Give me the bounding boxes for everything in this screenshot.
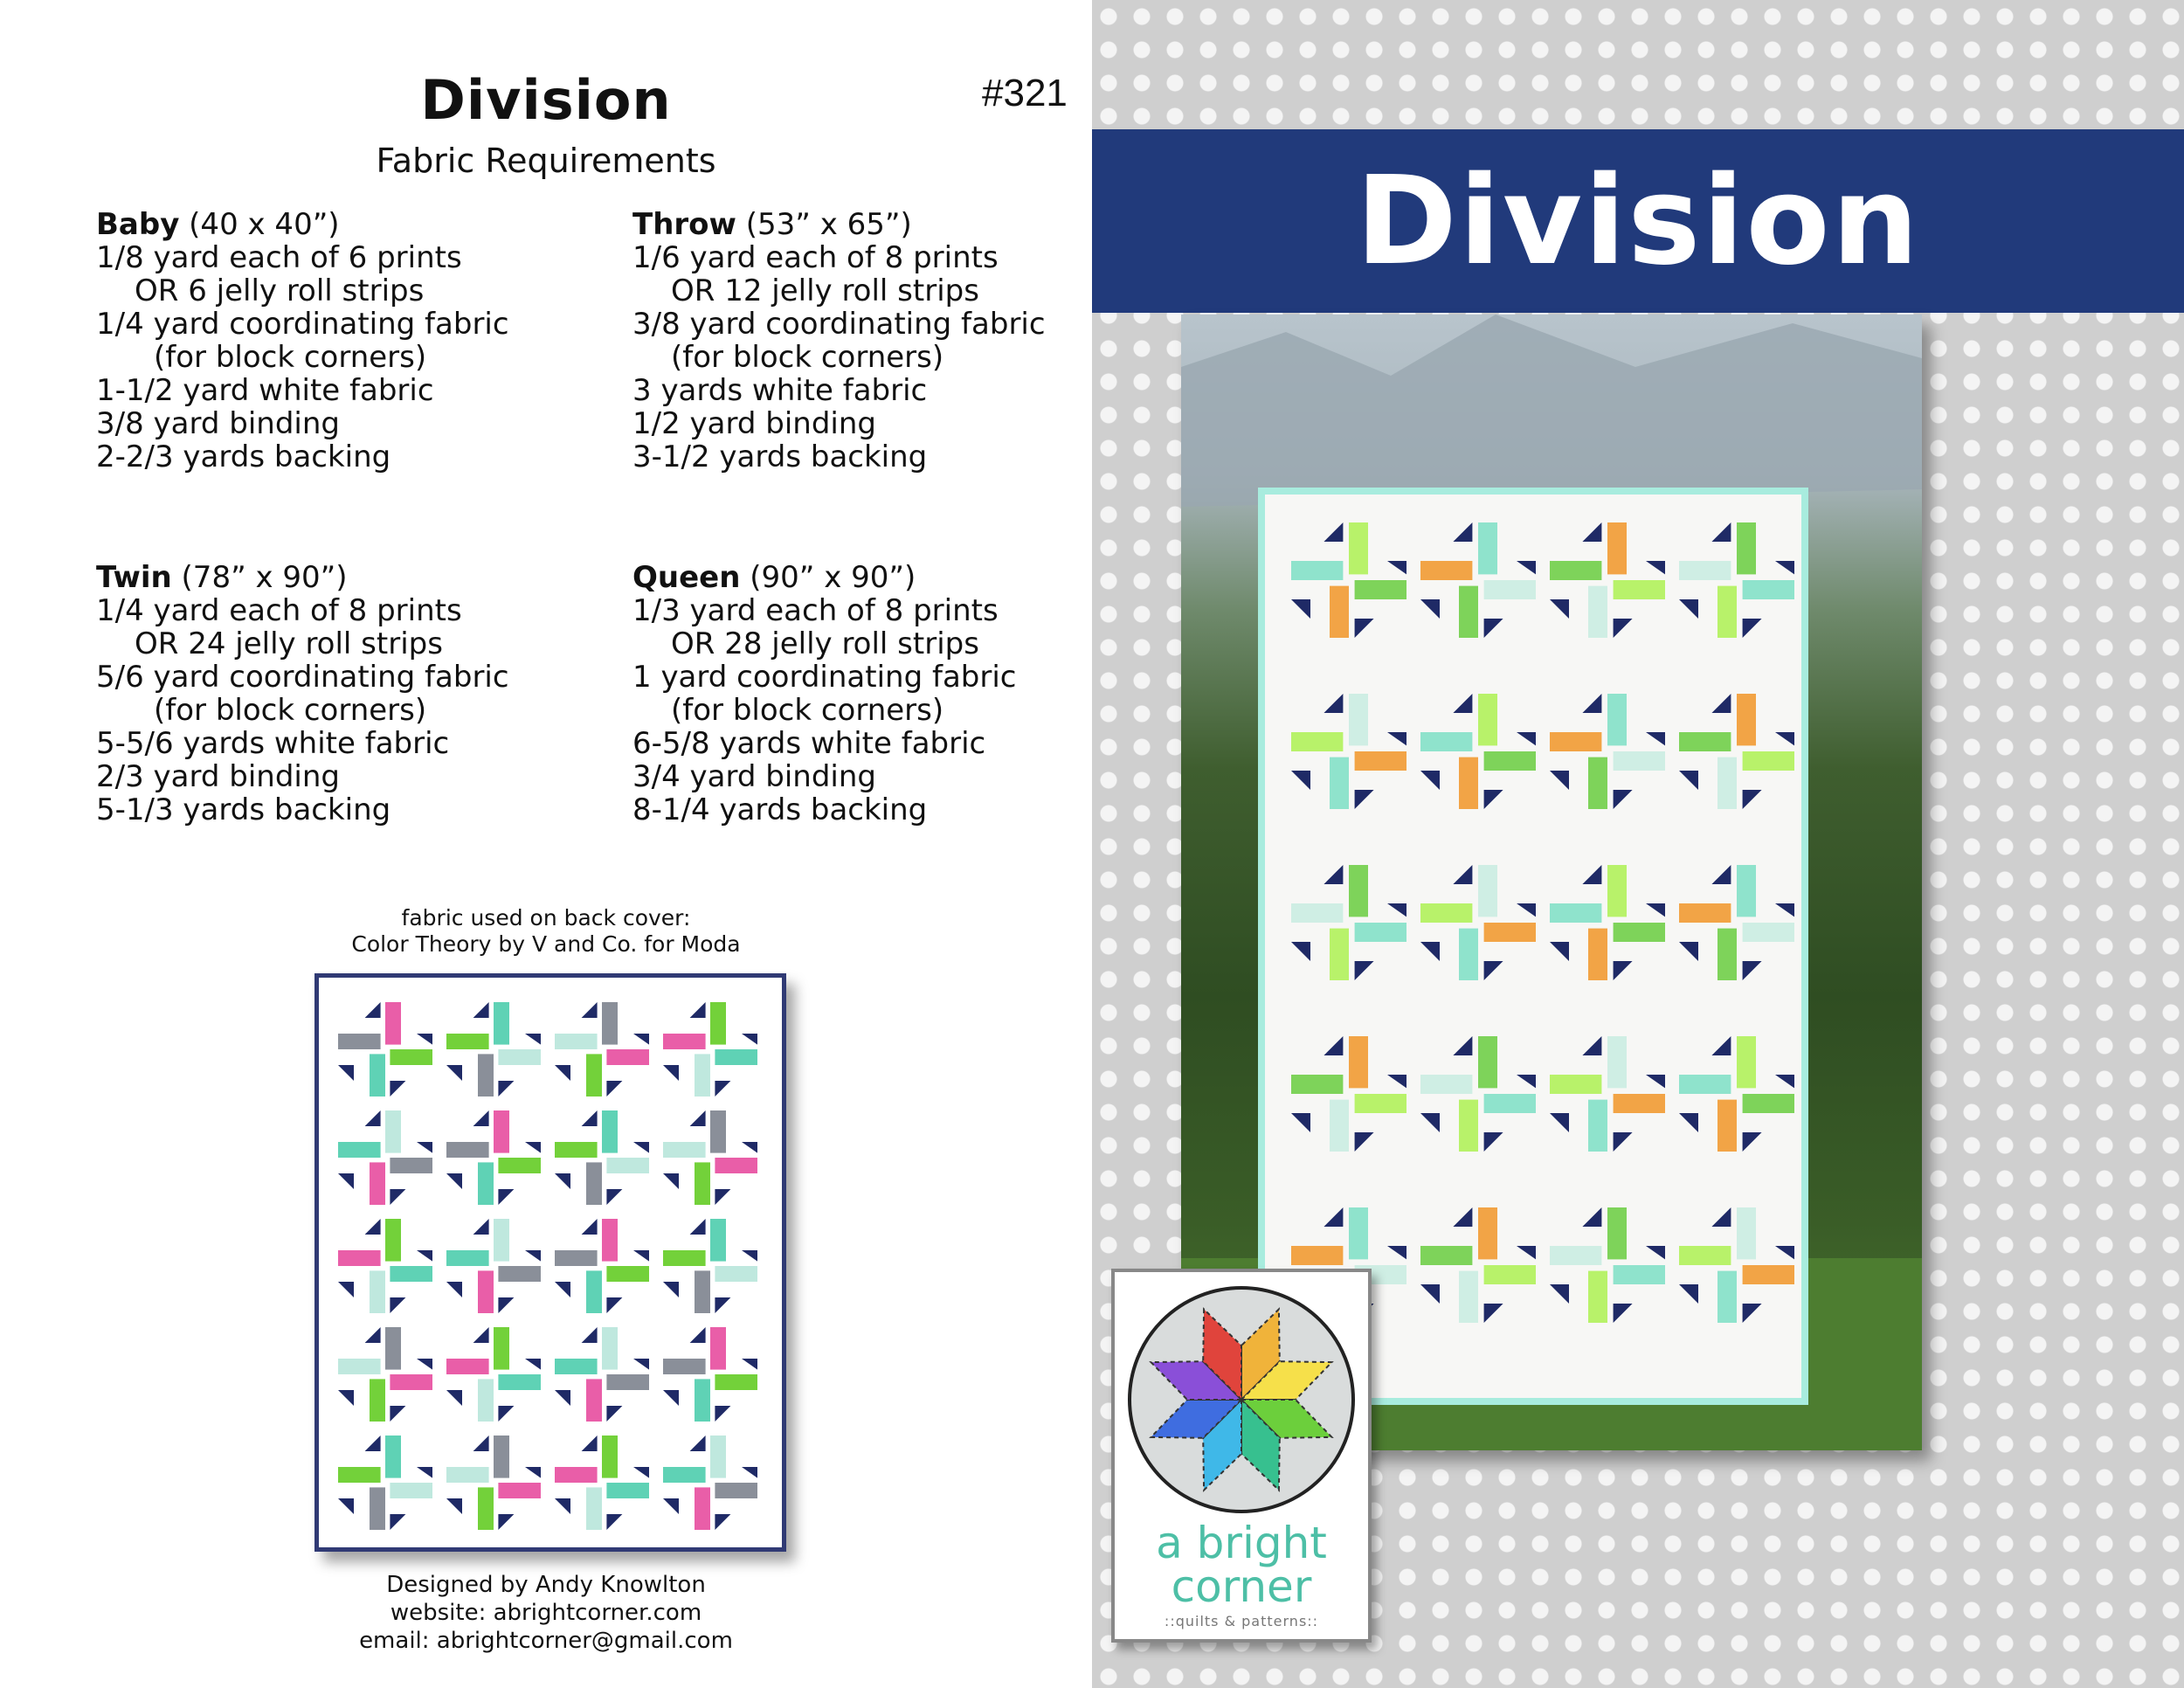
corner-triangle [417,1034,432,1045]
quilt-strip [1484,923,1536,942]
requirement-line: 3/4 yard binding [632,759,876,794]
requirement-line: OR 12 jelly roll strips [671,273,979,308]
quilt-strip [1420,1075,1472,1094]
quilt-strip [1420,1246,1472,1265]
corner-triangle [446,1282,462,1297]
quilt-strip [1291,732,1343,751]
quilt-strip [1355,751,1406,771]
quilt-strip [1550,732,1601,751]
quilt-strip [1607,1036,1627,1088]
corner-triangle [338,1390,354,1406]
requirement-line: 5-5/6 yards white fabric [96,726,450,761]
quilt-strip [385,1110,401,1153]
quilt-strip [1550,1246,1601,1265]
brand-name-line-2: corner [1171,1561,1312,1612]
corner-triangle [606,1297,622,1313]
requirement-line: (for block corners) [154,693,427,728]
size-block-queen [632,561,1122,827]
corner-triangle [690,1110,706,1126]
quilt-strip [1717,758,1737,809]
quilt-strip [1330,929,1349,980]
requirement-line: 6-5/8 yards white fabric [632,726,986,761]
size-block-baby [96,208,585,474]
corner-triangle [715,1514,730,1530]
quilt-strip [446,1359,489,1374]
quilt-strip [710,1327,726,1370]
designer-email: email: abrightcorner@gmail.com [359,1628,733,1654]
corner-triangle [525,1142,541,1153]
quilt-strip [695,1054,710,1097]
corner-triangle [365,1110,381,1126]
quilt-strip [478,1487,494,1530]
quilt-strip [1614,1094,1665,1113]
corner-triangle [715,1406,730,1422]
size-dimensions: (90” x 90”) [740,560,916,595]
pattern-title: Division [420,68,672,132]
quilt-strip [338,1250,381,1266]
quilt-strip [1478,1036,1497,1088]
corner-triangle [582,1327,598,1343]
quilt-strip [1349,865,1368,917]
quilt-strip [663,1034,706,1049]
quilt-strip [1614,923,1665,942]
corner-triangle [555,1498,570,1514]
corner-triangle [365,1002,381,1018]
corner-triangle [715,1297,730,1313]
corner-triangle [690,1327,706,1343]
designer-credits [0,1571,1092,1655]
quilt-strip [1355,580,1406,599]
size-name: Throw [632,207,736,242]
corner-triangle [582,1219,598,1235]
quilt-strip [338,1467,381,1483]
quilt-strip [1737,522,1756,574]
quilt-strip [1588,1271,1607,1323]
quilt-strip [606,1266,649,1282]
quilt-strip [695,1379,710,1422]
quilt-strip [1420,732,1472,751]
brand-tagline: ::quilts & patterns:: [1164,1613,1319,1629]
corner-triangle [633,1142,649,1153]
quilt-strip [1420,561,1472,580]
quilt-strip [1349,522,1368,574]
quilt-strip [1459,758,1478,809]
quilt-strip [606,1049,649,1065]
quilt-strip [1484,1094,1536,1113]
quilt-strip [385,1327,401,1370]
corner-triangle [742,1250,757,1262]
quilt-strip [1291,1246,1343,1265]
quilt-strip [1355,923,1406,942]
corner-triangle [742,1359,757,1370]
quilt-strip [1717,586,1737,638]
corner-triangle [390,1189,405,1205]
quilt-strip [1349,1036,1368,1088]
quilt-strip [498,1158,541,1173]
size-name: Baby [96,207,180,242]
corner-triangle [417,1467,432,1478]
quilt-strip [1588,758,1607,809]
quilt-strip [1459,1100,1478,1152]
corner-triangle [606,1189,622,1205]
corner-triangle [633,1359,649,1370]
quilt-strip [695,1270,710,1313]
corner-triangle [473,1110,489,1126]
corner-triangle [446,1065,462,1081]
requirement-line: 3/8 yard binding [96,406,340,441]
quilt-strip [1743,1265,1794,1284]
quilt-strip [602,1110,618,1153]
quilt-strip [446,1142,489,1158]
corner-triangle [606,1514,622,1530]
quilt-strip [1743,1094,1794,1113]
fabric-requirements-heading: Fabric Requirements [376,142,716,180]
mountain-shape [1181,315,1922,507]
corner-triangle [606,1406,622,1422]
quilt-strip [1607,522,1627,574]
quilt-strip [695,1487,710,1530]
size-name: Queen [632,560,741,595]
quilt-strip [1737,1207,1756,1259]
corner-triangle [663,1498,679,1514]
quilt-strip [1743,923,1794,942]
quilt-strip [1484,1265,1536,1284]
size-block-throw [632,208,1122,474]
corner-triangle [338,1282,354,1297]
quilt-strip [555,1467,598,1483]
quilt-strip [1607,1207,1627,1259]
quilt-strip [1614,580,1665,599]
size-block-twin [96,561,585,827]
quilt-strip [710,1002,726,1045]
quilt-diagram-svg [319,978,782,1547]
quilt-strip [370,1270,385,1313]
quilt-strip [1459,929,1478,980]
quilt-strip [715,1266,757,1282]
requirement-line: 5-1/3 yards backing [96,792,391,827]
requirement-line: OR 24 jelly roll strips [135,626,443,661]
quilt-strip [1679,1075,1731,1094]
quilt-strip [498,1374,541,1390]
corner-triangle [446,1390,462,1406]
requirement-line: OR 6 jelly roll strips [135,273,425,308]
quilt-strip [1737,694,1756,745]
quilt-strip [494,1219,509,1262]
corner-triangle [582,1435,598,1451]
corner-triangle [715,1189,730,1205]
quilt-strip [1478,865,1497,917]
quilt-strip [1607,865,1627,917]
quilt-strip [1679,903,1731,923]
corner-triangle [663,1282,679,1297]
quilt-strip [1330,586,1349,638]
quilt-strip [1291,1075,1343,1094]
quilt-strip [390,1483,432,1498]
requirement-line: 1/6 yard each of 8 prints [632,240,999,275]
quilt-strip [478,1054,494,1097]
pattern-number: #321 [982,72,1068,114]
quilt-strip [663,1142,706,1158]
size-dimensions: (40 x 40”) [179,207,340,242]
quilt-strip [710,1219,726,1262]
quilt-strip [1737,1036,1756,1088]
quilt-strip [446,1034,489,1049]
quilt-strip [1478,1207,1497,1259]
corner-triangle [390,1297,405,1313]
quilt-strip [385,1435,401,1478]
quilt-strip [478,1162,494,1205]
requirement-line: 1-1/2 yard white fabric [96,373,434,408]
quilt-strip [715,1049,757,1065]
corner-triangle [473,1435,489,1451]
requirement-line: 1/8 yard each of 6 prints [96,240,462,275]
requirement-line: 1/2 yard binding [632,406,876,441]
requirement-line: 2-2/3 yards backing [96,439,391,474]
corner-triangle [555,1065,570,1081]
quilt-strip [390,1158,432,1173]
quilt-strip [338,1034,381,1049]
corner-triangle [690,1219,706,1235]
corner-triangle [606,1081,622,1097]
corner-triangle [525,1250,541,1262]
quilt-strip [695,1162,710,1205]
quilt-strip [1743,580,1794,599]
quilt-strip [602,1002,618,1045]
corner-triangle [742,1034,757,1045]
quilt-strip [390,1266,432,1282]
corner-triangle [338,1498,354,1514]
corner-triangle [633,1034,649,1045]
quilt-strip [1717,929,1737,980]
quilt-strip [710,1110,726,1153]
quilt-strip [1588,929,1607,980]
quilt-strip [1420,903,1472,923]
quilt-strip [1291,903,1343,923]
requirement-line: 1 yard coordinating fabric [632,660,1017,695]
quilt-strip [338,1359,381,1374]
quilt-strip [446,1467,489,1483]
quilt-diagram-thumbnail [314,973,786,1552]
quilt-strip [498,1266,541,1282]
quilt-strip [1588,586,1607,638]
quilt-strip [494,1327,509,1370]
quilt-strip [606,1483,649,1498]
quilt-strip [370,1487,385,1530]
quilt-strip [1291,561,1343,580]
quilt-strip [1550,903,1601,923]
corner-triangle [365,1435,381,1451]
quilt-strip [1355,1094,1406,1113]
quilt-strip [1330,758,1349,809]
quilt-strip [1459,1271,1478,1323]
quilt-strip [555,1359,598,1374]
quilt-strip [1349,1207,1368,1259]
quilt-strip [494,1435,509,1478]
brand-name-line-1: a bright [1156,1518,1327,1568]
size-dimensions: (78” x 90”) [171,560,348,595]
corner-triangle [365,1219,381,1235]
corner-triangle [555,1282,570,1297]
quilt-strip [385,1219,401,1262]
corner-triangle [390,1514,405,1530]
corner-triangle [715,1081,730,1097]
requirement-line: (for block corners) [671,693,944,728]
quilt-strip [370,1054,385,1097]
designer-website: website: abrightcorner.com [390,1600,702,1626]
corner-triangle [525,1359,541,1370]
requirement-line: 3-1/2 yards backing [632,439,928,474]
quilt-strip [370,1162,385,1205]
requirement-line: (for block corners) [154,340,427,375]
corner-triangle [417,1142,432,1153]
requirement-line: 1/4 yard coordinating fabric [96,307,509,342]
quilt-strip [1614,751,1665,771]
corner-triangle [582,1110,598,1126]
brand-logo-card [1111,1269,1372,1643]
quilt-strip [1679,561,1731,580]
quilt-strip [586,1487,602,1530]
quilt-strip [1459,586,1478,638]
corner-triangle [663,1173,679,1189]
quilt-strip [390,1049,432,1065]
fabric-caption-line-1: fabric used on back cover: [401,905,691,930]
corner-triangle [417,1250,432,1262]
quilt-strip [1743,751,1794,771]
corner-triangle [473,1327,489,1343]
quilt-strip [1679,732,1731,751]
corner-triangle [390,1406,405,1422]
corner-triangle [742,1142,757,1153]
corner-triangle [498,1406,514,1422]
quilt-strip [586,1054,602,1097]
star-logo-icon [1115,1272,1368,1525]
quilt-strip [715,1483,757,1498]
requirement-line: 2/3 yard binding [96,759,340,794]
quilt-strip [586,1379,602,1422]
quilt-strip [1607,694,1627,745]
quilt-strip [710,1435,726,1478]
corner-triangle [663,1065,679,1081]
quilt-strip [555,1250,598,1266]
quilt-strip [338,1142,381,1158]
corner-triangle [633,1250,649,1262]
quilt-strip [1717,1100,1737,1152]
size-name: Twin [96,560,172,595]
designer-name: Designed by Andy Knowlton [386,1572,706,1598]
quilt-strip [555,1142,598,1158]
quilt-strip [715,1374,757,1390]
corner-triangle [555,1390,570,1406]
corner-triangle [555,1173,570,1189]
corner-triangle [742,1467,757,1478]
quilt-strip [606,1374,649,1390]
quilt-strip [663,1250,706,1266]
quilt-strip [498,1483,541,1498]
corner-triangle [446,1173,462,1189]
requirement-line: 3/8 yard coordinating fabric [632,307,1046,342]
title-banner [1092,129,2184,313]
quilt-strip [1478,522,1497,574]
corner-triangle [663,1390,679,1406]
corner-triangle [473,1219,489,1235]
quilt-strip [1349,694,1368,745]
corner-triangle [525,1034,541,1045]
quilt-strip [602,1327,618,1370]
quilt-strip [478,1270,494,1313]
quilt-strip [1550,561,1601,580]
quilt-strip [494,1002,509,1045]
quilt-strip [1484,751,1536,771]
quilt-strip [494,1110,509,1153]
corner-triangle [498,1189,514,1205]
quilt-strip [446,1250,489,1266]
quilt-strip [602,1219,618,1262]
corner-triangle [338,1065,354,1081]
corner-triangle [365,1327,381,1343]
requirement-line: 1/3 yard each of 8 prints [632,593,999,628]
corner-triangle [338,1173,354,1189]
quilt-strip [663,1467,706,1483]
quilt-strip [370,1379,385,1422]
quilt-strip [1550,1075,1601,1094]
requirement-line: (for block corners) [671,340,944,375]
quilt-strip [1588,1100,1607,1152]
quilt-strip [1679,1246,1731,1265]
requirement-line: 5/6 yard coordinating fabric [96,660,509,695]
banner-title: Division [1355,150,1921,293]
quilt-strip [1330,1100,1349,1152]
corner-triangle [525,1467,541,1478]
corner-triangle [690,1435,706,1451]
corner-triangle [633,1467,649,1478]
quilt-strip [1717,1271,1737,1323]
requirement-line: 3 yards white fabric [632,373,928,408]
quilt-strip [555,1034,598,1049]
quilt-strip [663,1359,706,1374]
corner-triangle [417,1359,432,1370]
corner-triangle [582,1002,598,1018]
quilt-strip [586,1162,602,1205]
corner-triangle [390,1081,405,1097]
quilt-strip [390,1374,432,1390]
corner-triangle [473,1002,489,1018]
fabric-caption-line-2: Color Theory by V and Co. for Moda [351,931,741,957]
requirement-line: OR 28 jelly roll strips [671,626,979,661]
quilt-strip [1737,865,1756,917]
quilt-strip [385,1002,401,1045]
quilt-strip [1478,694,1497,745]
quilt-strip [1614,1265,1665,1284]
quilt-strip [606,1158,649,1173]
corner-triangle [690,1002,706,1018]
quilt-strip [586,1270,602,1313]
quilt-strip [715,1158,757,1173]
corner-triangle [446,1498,462,1514]
quilt-strip [602,1435,618,1478]
requirement-line: 1/4 yard each of 8 prints [96,593,462,628]
corner-triangle [498,1514,514,1530]
corner-triangle [498,1081,514,1097]
corner-triangle [498,1297,514,1313]
size-dimensions: (53” x 65”) [736,207,912,242]
quilt-strip [478,1379,494,1422]
requirement-line: 8-1/4 yards backing [632,792,928,827]
quilt-strip [498,1049,541,1065]
quilt-strip [1484,580,1536,599]
